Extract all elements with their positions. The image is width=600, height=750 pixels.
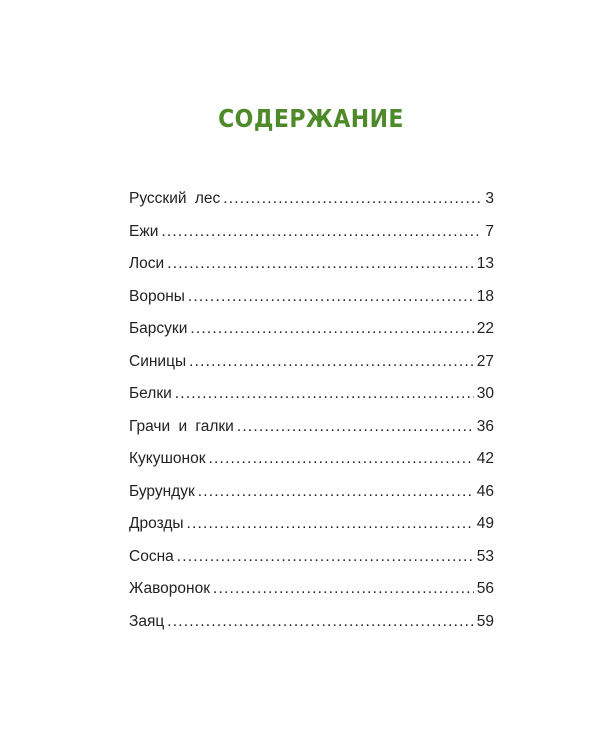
dot-leader xyxy=(161,216,482,249)
toc-entry[interactable] xyxy=(129,183,494,216)
toc-entry-page-number: 49 xyxy=(476,515,494,532)
toc-entry-page-number: 3 xyxy=(485,190,494,207)
toc-entry-title: Жаворонок xyxy=(129,580,210,597)
toc-entry[interactable] xyxy=(129,248,494,281)
toc-entry[interactable] xyxy=(129,281,494,314)
dot-leader xyxy=(167,606,473,639)
toc-entry[interactable] xyxy=(129,508,494,541)
toc-entry[interactable] xyxy=(129,606,494,639)
toc-entry-page-number: 18 xyxy=(476,287,494,305)
toc-entry[interactable] xyxy=(129,541,494,574)
dot-leader xyxy=(167,248,474,281)
toc-entry[interactable] xyxy=(129,216,494,249)
toc-entry-title: Грачи и галки xyxy=(129,417,234,435)
toc-entry[interactable] xyxy=(129,411,494,444)
toc-entry[interactable] xyxy=(129,378,494,411)
dot-leader xyxy=(237,411,474,444)
dot-leader xyxy=(223,183,482,216)
toc-entry-title: Дрозды xyxy=(129,515,184,532)
toc-entry-title: Русский лес xyxy=(129,190,221,207)
toc-entry-title: Заяц xyxy=(129,612,165,630)
toc-entry-title: Бурундук xyxy=(129,482,195,500)
toc-entry-title: Лоси xyxy=(129,255,165,272)
table-of-contents xyxy=(129,183,494,638)
dot-leader xyxy=(209,443,474,476)
toc-entry[interactable] xyxy=(129,476,494,509)
toc-entry-page-number: 59 xyxy=(476,612,494,630)
toc-entry-page-number: 46 xyxy=(476,482,494,500)
toc-entry-page-number: 13 xyxy=(476,255,494,272)
toc-entry[interactable] xyxy=(129,443,494,476)
toc-entry[interactable] xyxy=(129,573,494,606)
toc-entry-page-number: 22 xyxy=(476,320,494,337)
page-title: СОДЕРЖАНИЕ xyxy=(218,104,404,133)
dot-leader xyxy=(188,281,474,314)
dot-leader xyxy=(198,476,474,509)
toc-entry[interactable] xyxy=(129,313,494,346)
toc-entry-page-number: 56 xyxy=(476,580,494,597)
toc-entry-title: Барсуки xyxy=(129,320,188,337)
toc-entry[interactable] xyxy=(129,346,494,379)
dot-leader xyxy=(213,573,474,606)
toc-entry-page-number: 36 xyxy=(476,417,494,435)
dot-leader xyxy=(189,346,474,379)
toc-entry-title: Кукушонок xyxy=(129,450,206,467)
toc-entry-title: Сосна xyxy=(129,547,174,565)
dot-leader xyxy=(190,313,473,346)
toc-entry-page-number: 42 xyxy=(476,450,494,467)
toc-entry-page-number: 53 xyxy=(476,547,494,565)
toc-entry-title: Вороны xyxy=(129,287,185,305)
toc-entry-title: Белки xyxy=(129,385,172,402)
toc-entry-title: Синицы xyxy=(129,352,187,370)
dot-leader xyxy=(177,541,474,574)
toc-entry-title: Ежи xyxy=(129,222,159,240)
dot-leader xyxy=(175,378,474,411)
toc-entry-page-number: 30 xyxy=(476,385,494,402)
toc-entry-page-number: 7 xyxy=(485,222,494,240)
dot-leader xyxy=(187,508,474,541)
toc-entry-page-number: 27 xyxy=(476,352,494,370)
